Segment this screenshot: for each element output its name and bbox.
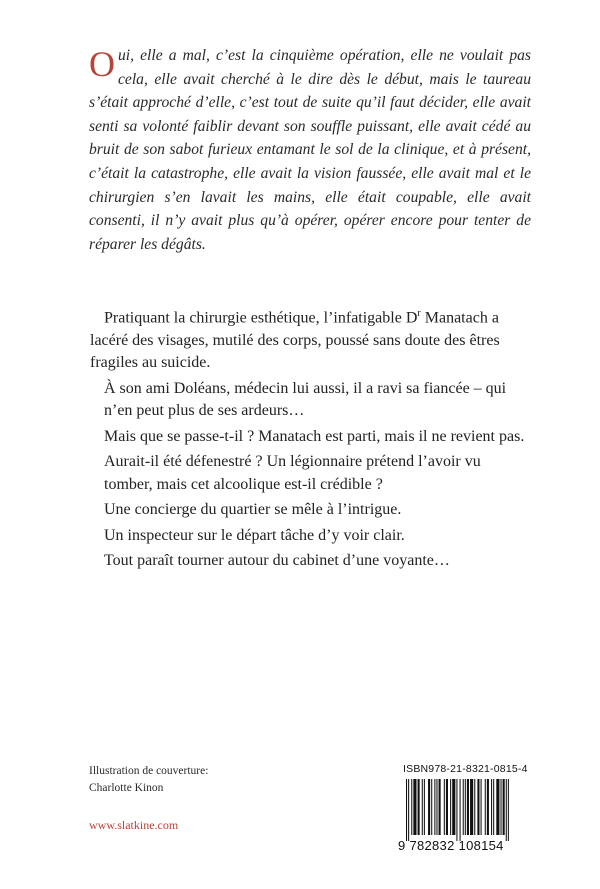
barcode-bar [485, 779, 486, 835]
barcode-bar [408, 779, 409, 841]
synopsis-paragraph-5: Une concierge du quartier se mêle à l’intrigue. [104, 501, 402, 519]
synopsis-paragraph-6: Un inspecteur sur le départ tâche d’y voir clair. [104, 526, 405, 544]
credit-label: Illustration de couverture: [89, 765, 209, 777]
synopsis-paragraph-4: Aurait-il été défenestré ? Un légionnaire prétend l’avoir vu tomber, mais cet alcoolique est-il crédible ? [104, 453, 481, 493]
barcode-bar [491, 779, 492, 835]
barcode-bar [503, 779, 505, 835]
barcode-bar [496, 779, 499, 835]
isbn-label: ISBN978-21-8321-0815-4 [403, 763, 528, 775]
barcode-bar [446, 779, 448, 835]
barcode-bar [411, 779, 412, 835]
barcode-bar [431, 779, 432, 835]
doctor-abbrev-sup: r [417, 308, 421, 319]
barcode-bar [444, 779, 445, 835]
excerpt-text: ui, elle a mal, c’est la cinquième opération, elle ne voulait pas cela, elle avait cherché à le dire dès le début, mais le taureau s’était approché d’elle, c’est tout de suite qu’il faut décider, elle avait senti sa volonté faiblir devant son souffle puissant, elle avait cédé au bruit de son sabot furieux entamant le sol de la clinique, et à présent, c’était la catastrophe, elle avait la vision faussée, elle avait mal et le chirurgien s’en lavait les mains, elle était coupable, elle avait consenti, il n’y avait plus qu’à opérer, opérer encore pour tenter de réparer les dégâts. [89, 47, 531, 253]
publisher-website: www.slatkine.com [89, 818, 179, 832]
barcode-bar [508, 779, 509, 841]
synopsis-paragraph-3: Mais que se passe-t-il ? Manatach est parti, mais il ne revient pas. [104, 427, 525, 445]
synopsis-paragraph-1 [90, 303, 532, 375]
synopsis [90, 303, 532, 576]
barcode-bar [452, 779, 455, 835]
synopsis-paragraph-2: À son ami Doléans, médecin lui aussi, il a ravi sa fiancée – qui n’en peut plus de ses ardeurs… [104, 379, 507, 420]
barcode-bar [477, 779, 479, 835]
barcode-bar [501, 779, 502, 835]
barcode-bar [474, 779, 475, 835]
barcode-bar [465, 779, 466, 835]
barcode-bar [487, 779, 489, 835]
barcode-bar [450, 779, 451, 835]
barcode-bar [428, 779, 430, 835]
barcode-bar [436, 779, 437, 835]
synopsis-paragraph-7: Tout paraît tourner autour du cabinet d’une voyante… [104, 552, 450, 570]
barcode-bar [493, 779, 494, 835]
barcode-bar [470, 779, 473, 835]
credit-name: Charlotte Kinon [89, 782, 164, 794]
barcode-bar [481, 779, 482, 835]
drop-cap: O [89, 44, 115, 84]
barcode-bar [418, 779, 420, 835]
barcode-digits: 9 782832 108154 [398, 838, 504, 853]
barcode-bar [463, 779, 464, 835]
barcode-bar [460, 779, 461, 841]
barcode-bar [413, 779, 416, 835]
barcode-bar [424, 779, 425, 835]
cover-credit [89, 763, 208, 797]
barcode-bar [506, 779, 507, 841]
barcode-bar [434, 779, 435, 835]
synopsis-p1-start: Pratiquant la chirurgie esthétique, l’infatigable D [104, 309, 418, 327]
barcode [406, 779, 536, 841]
excerpt-paragraph [89, 44, 531, 256]
barcode-bar [422, 779, 423, 835]
barcode-bar [467, 779, 469, 835]
barcode-bar [406, 779, 407, 841]
barcode-bar [439, 779, 441, 835]
barcode-bar [456, 779, 457, 841]
synopsis-p1-end: Manatach a lacéré des visages, mutilé des corps, poussé sans doute des êtres fragiles au suicide. [90, 309, 500, 372]
